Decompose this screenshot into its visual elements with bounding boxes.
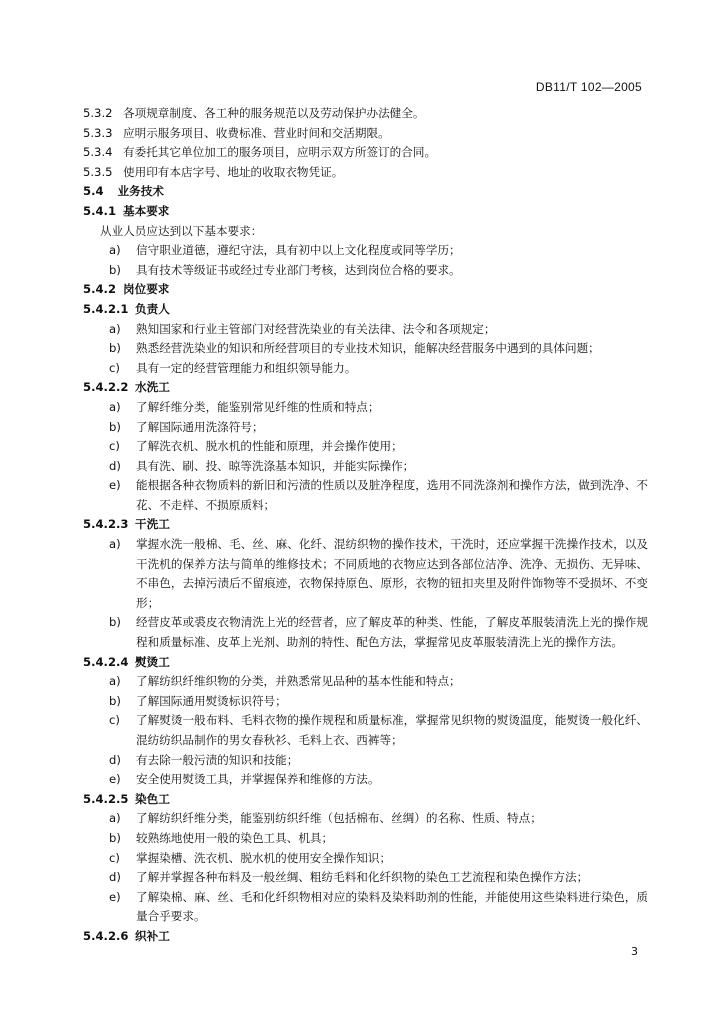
section-title: 岗位要求	[123, 282, 170, 297]
item-text: 了解国际通用洗涤符号；	[136, 419, 264, 434]
list-item	[83, 692, 648, 712]
section-title: 基本要求	[123, 203, 170, 218]
list-item	[83, 359, 648, 379]
item-text: 了解国际通用熨烫标识符号；	[136, 693, 287, 708]
item-label: b)	[109, 262, 121, 277]
item-text: 熟知国家和行业主管部门对经营洗染业的有关法律、法令和各项规定；	[136, 321, 496, 336]
item-label: d)	[109, 752, 121, 767]
item-text: 具有技术等级证书或经过专业部门考核，达到岗位合格的要求。	[136, 262, 461, 277]
item-label: e)	[109, 772, 121, 787]
section-title: 熨烫工	[135, 654, 170, 669]
list-item	[83, 829, 648, 849]
item-label: a)	[109, 399, 121, 414]
section-number: 5.4.2.6	[83, 928, 129, 943]
item-text: 了解纤维分类，能鉴别常见纤维的性质和特点；	[136, 399, 380, 414]
section-number: 5.4.2.3	[83, 517, 129, 532]
section-title: 织补工	[135, 928, 170, 943]
list-item	[83, 476, 648, 515]
item-label: b)	[109, 341, 121, 356]
page-number: 3	[631, 945, 638, 958]
list-item	[83, 809, 648, 829]
section-number: 5.4.2	[83, 282, 117, 297]
item-label: e)	[109, 478, 121, 493]
list-item	[83, 437, 648, 457]
list-item	[83, 241, 648, 261]
list-item	[83, 888, 648, 927]
section-number: 5.4.2.5	[83, 791, 129, 806]
clause-number: 5.3.4	[83, 145, 113, 160]
item-label: c)	[109, 713, 120, 728]
section-5-4-2-1-heading	[83, 300, 648, 320]
item-label: b)	[109, 615, 121, 630]
item-label: a)	[109, 537, 121, 552]
section-title: 水洗工	[135, 380, 170, 395]
list-item	[83, 535, 648, 613]
list-item	[83, 711, 648, 750]
section-number: 5.4	[83, 184, 104, 199]
item-text: 经营皮革或裘皮衣物清洗上光的经营者，应了解皮革的种类、性能，了解皮革服装清洗上光的操作规程和质量标准、皮革上光剂、助剂的特性、配色方法，掌握常见皮革服装清洗上光的操作方法。	[136, 615, 648, 650]
item-text: 了解洗衣机、脱水机的性能和原理，并会操作使用；	[136, 439, 403, 454]
section-5-4-heading	[83, 182, 648, 202]
intro-paragraph: 从业人员应达到以下基本要求：	[100, 223, 263, 238]
section-5-4-2-heading	[83, 280, 648, 300]
section-title: 业务技术	[117, 184, 164, 199]
clause-text: 有委托其它单位加工的服务项目，应明示双方所签订的合同。	[123, 145, 437, 160]
item-label: c)	[109, 850, 120, 865]
clause-text: 使用印有本店字号、地址的收取衣物凭证。	[123, 164, 344, 179]
section-title: 负责人	[135, 301, 170, 316]
clause-number: 5.3.2	[83, 106, 113, 120]
item-text: 能根据各种衣物质料的新旧和污渍的性质以及脏净程度，选用不同洗涤剂和操作方法，做到洗净、不花、不走样、不损原质料；	[136, 478, 648, 512]
list-item	[83, 751, 648, 771]
clause-5-3-3	[83, 124, 648, 144]
item-label: c)	[109, 360, 120, 375]
section-number: 5.4.1	[83, 203, 117, 218]
section-number: 5.4.2.1	[83, 301, 129, 316]
section-5-4-2-6-heading	[83, 927, 648, 947]
item-label: d)	[109, 458, 121, 473]
item-text: 了解染棉、麻、丝、毛和化纤织物相对应的染料及染料助剂的性能，并能使用这些染料进行染色，质量合乎要求。	[136, 889, 648, 924]
section-number: 5.4.2.4	[83, 654, 129, 669]
list-item	[83, 457, 648, 477]
list-item	[83, 849, 648, 869]
section-title: 染色工	[135, 791, 170, 806]
item-text: 信守职业道德，遵纪守法，具有初中以上文化程度或同等学历；	[136, 243, 461, 258]
clause-5-3-2	[83, 104, 648, 124]
item-text: 了解熨烫一般布料、毛料衣物的操作规程和质量标准，掌握常见织物的熨烫温度，能熨烫一般化纤、混纺纺织品制作的男女春秋衫、毛料上衣、西裤等；	[136, 713, 648, 747]
item-text: 了解纺织纤维织物的分类，并熟悉常见品种的基本性能和特点；	[136, 674, 461, 689]
item-text: 掌握水洗一般棉、毛、丝、麻、化纤、混纺织物的操作技术，干洗时，还应掌握干洗操作技术，以及干洗机的保养方法与简单的维修技术；不同质地的衣物应达到各部位洁净、洗净、无损伤、无异味、不串色，去掉污渍后不留痕迹，衣物保持原色、原形，衣物的钮扣夹里及附件饰物等不受损坏、不变形；	[136, 537, 648, 610]
item-text: 具有洗、刷、投、晾等洗涤基本知识，并能实际操作；	[136, 458, 415, 473]
section-5-4-1-heading	[83, 202, 648, 222]
list-item	[83, 398, 648, 418]
item-label: c)	[109, 439, 120, 454]
list-item	[83, 418, 648, 438]
section-5-4-2-4-heading	[83, 653, 648, 673]
clause-number: 5.3.5	[83, 164, 113, 179]
clause-5-3-5	[83, 163, 648, 183]
list-item	[83, 261, 648, 281]
section-5-4-2-5-heading	[83, 790, 648, 810]
item-text: 具有一定的经营管理能力和组织领导能力。	[136, 360, 357, 375]
item-label: b)	[109, 693, 121, 708]
item-text: 较熟练地使用一般的染色工具、机具；	[136, 830, 334, 845]
item-label: a)	[109, 321, 121, 336]
item-label: a)	[109, 243, 121, 258]
list-item	[83, 613, 648, 652]
clause-text: 各项规章制度、各工种的服务规范以及劳动保护办法健全。	[123, 106, 425, 120]
item-label: d)	[109, 870, 121, 885]
clause-number: 5.3.3	[83, 125, 113, 140]
list-item	[83, 672, 648, 692]
section-number: 5.4.2.2	[83, 380, 129, 395]
clause-text: 应明示服务项目、收费标准、营业时间和交活期限。	[123, 125, 390, 140]
list-item	[83, 339, 648, 359]
clause-5-3-4	[83, 143, 648, 163]
item-text: 安全使用熨烫工具，并掌握保养和维修的方法。	[136, 772, 380, 787]
item-text: 掌握染槽、洗衣机、脱水机的使用安全操作知识；	[136, 850, 392, 865]
list-item	[83, 770, 648, 790]
item-label: e)	[109, 889, 121, 904]
item-text: 了解并掌握各种布料及一般丝绸、粗纺毛料和化纤织物的染色工艺流程和染色操作方法；	[136, 870, 589, 885]
item-text: 有去除一般污渍的知识和技能；	[136, 752, 299, 767]
item-label: b)	[109, 419, 121, 434]
section-title: 干洗工	[135, 517, 170, 532]
section-5-4-2-3-heading	[83, 515, 648, 535]
item-text: 了解纺织纤维分类，能鉴别纺织纤维（包括棉布、丝绸）的名称、性质、特点；	[136, 811, 542, 826]
item-label: b)	[109, 830, 121, 845]
section-5-4-2-2-heading	[83, 378, 648, 398]
document-body	[83, 104, 648, 947]
document-code: DB11/T 102—2005	[535, 80, 642, 94]
list-item	[83, 320, 648, 340]
item-text: 熟悉经营洗染业的知识和所经营项目的专业技术知识，能解决经营服务中遇到的具体问题；	[136, 341, 600, 356]
item-label: a)	[109, 674, 121, 689]
list-item	[83, 868, 648, 888]
item-label: a)	[109, 811, 121, 826]
